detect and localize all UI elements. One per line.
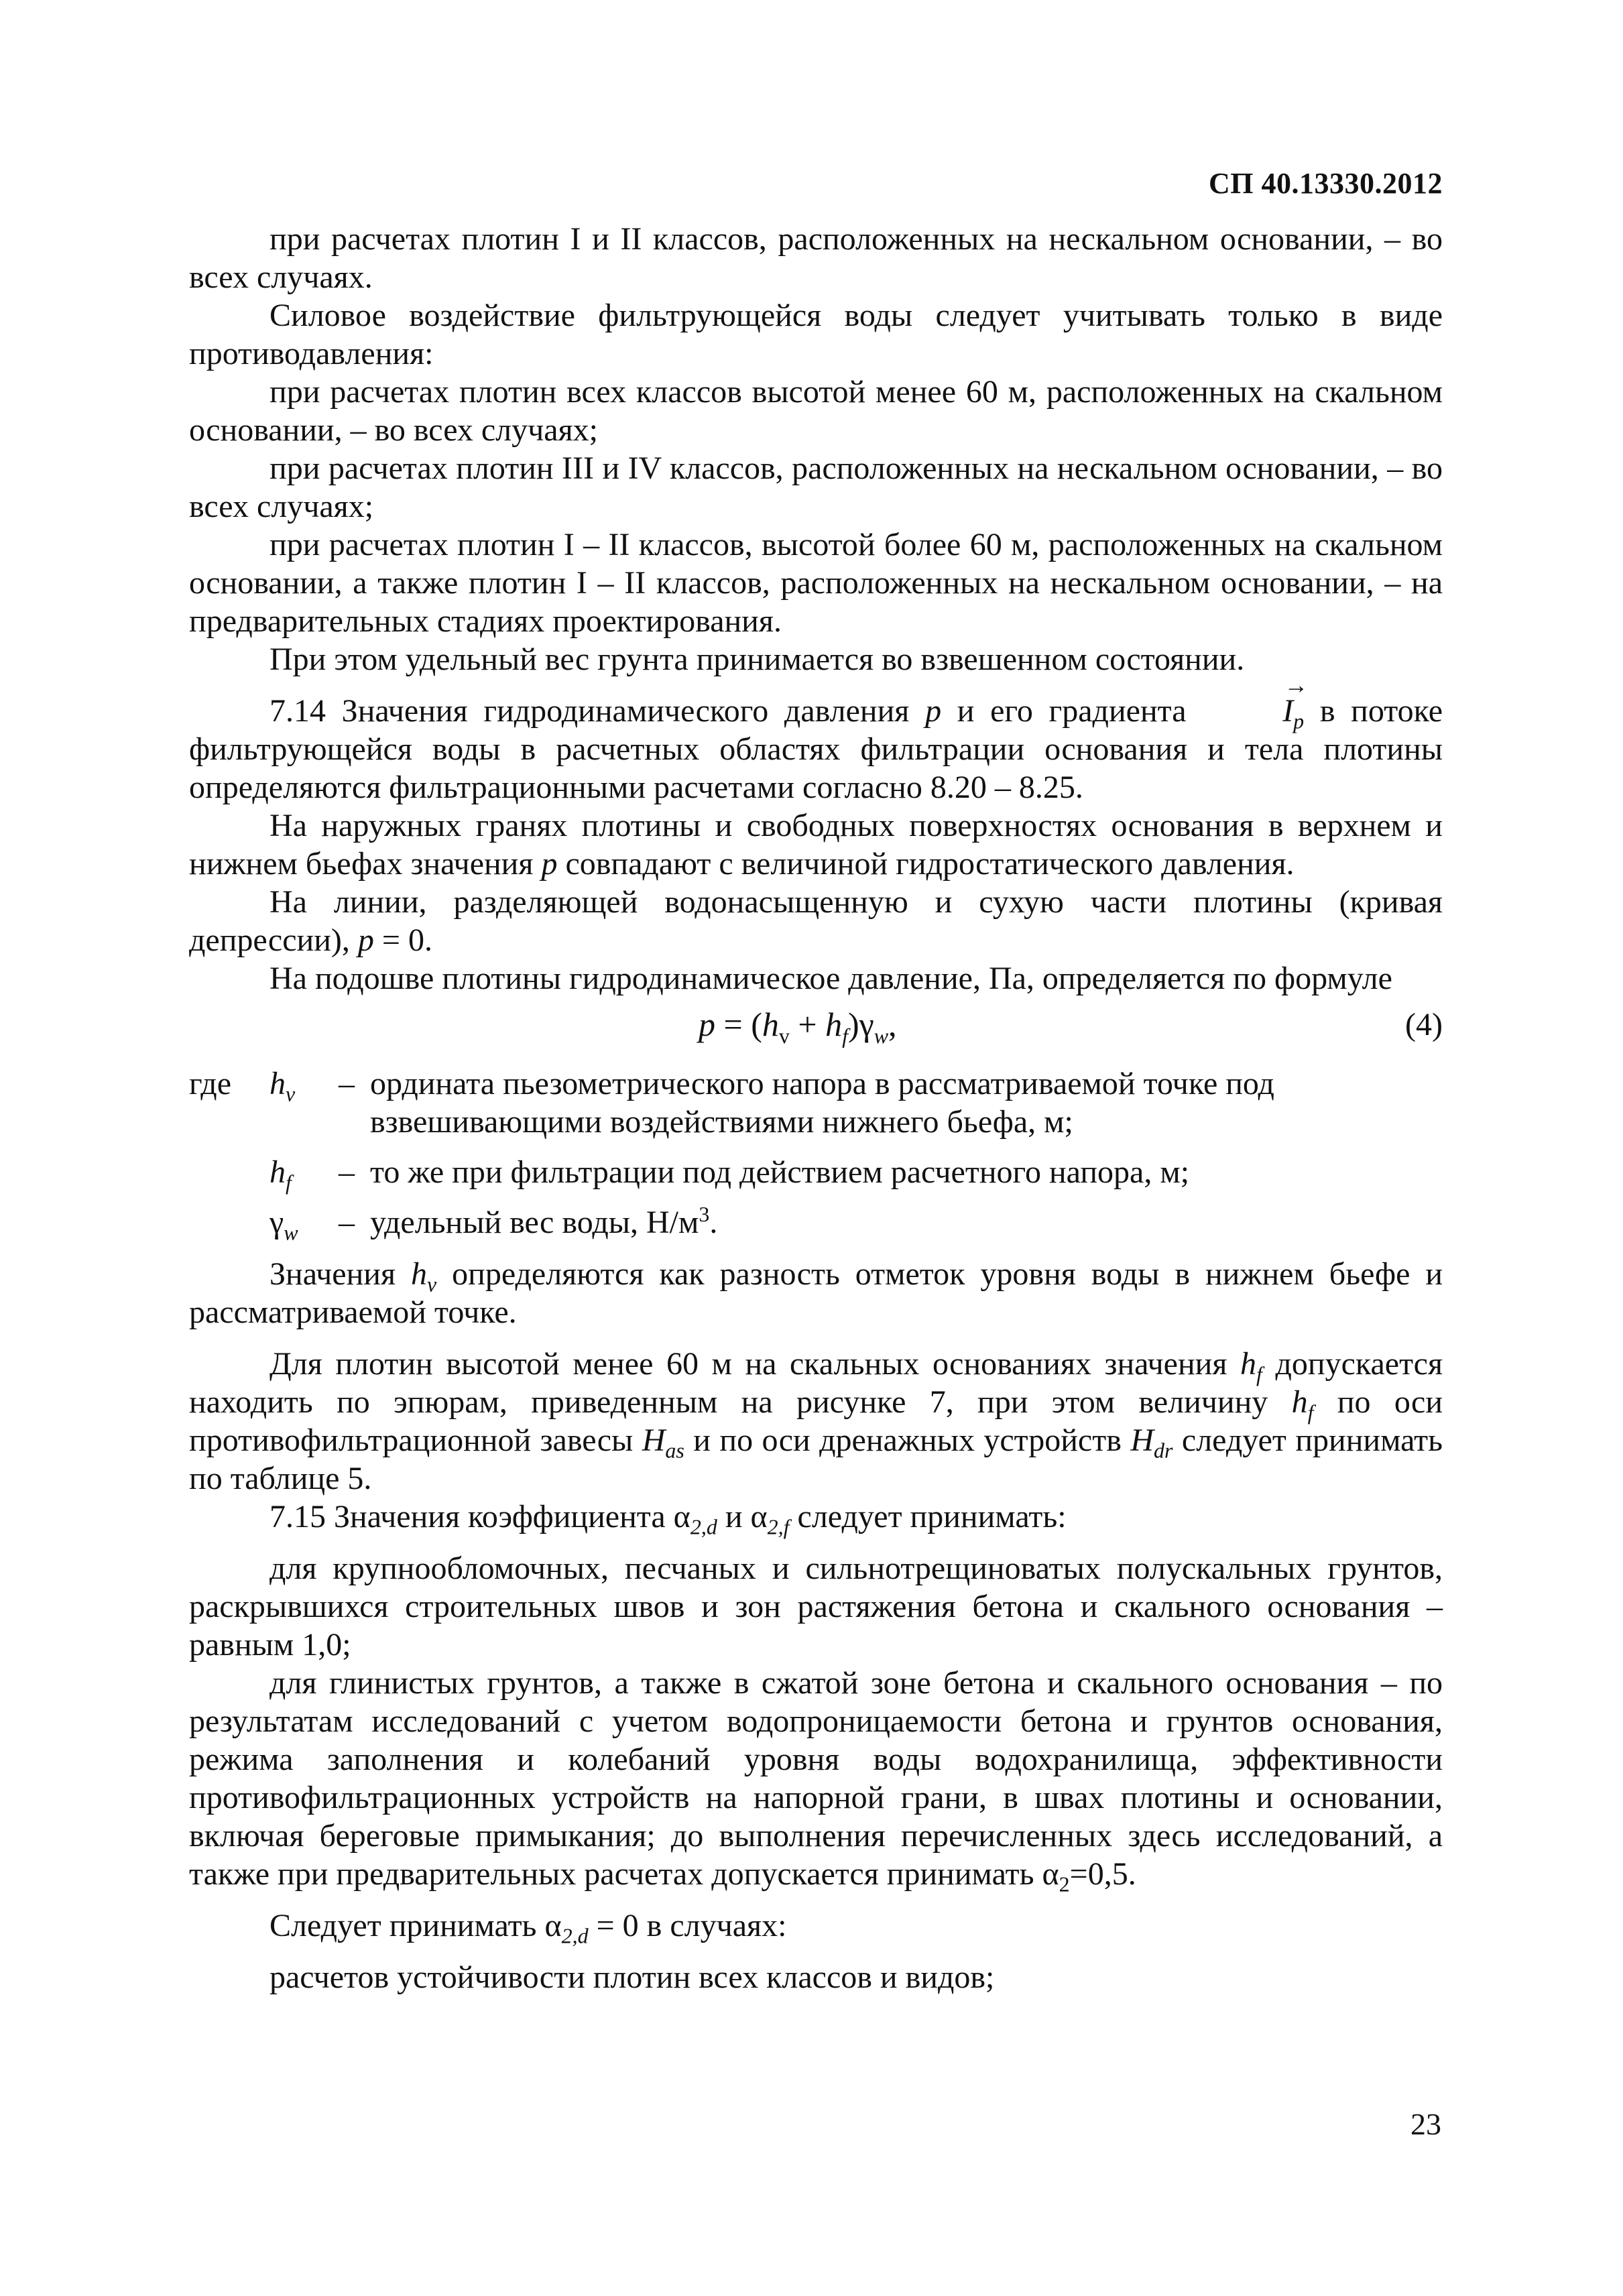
paragraph: Силовое воздействие фильтрующейся воды следует учитывать только в виде противодавления: — [189, 298, 1443, 371]
paragraph-7-15: 7.15 Значения коэффициента $\alpha_{2,d}$ и $\alpha_{2,f}$ следует принимать: — [269, 1499, 1067, 1539]
paragraph-faces: На наружных гранях плотины и свободных поверхностях основания в верхнем и нижнем бьефах значения p совпадают с величиной гидростатического давления. — [189, 808, 1443, 882]
paragraph-clay: для глинистых грунтов, а также в сжатой зоне бетона и скального основания – по результатам исследований с учетом водопроницаемости бетона и грунтов основания, режима заполнения и колебаний уровня воды водохранилища, эффективности противофильтрационных устройств на напорной грани, в швах плотины и основании, включая береговые примыкания; до выполнения перечисленных здесь исследований, а также при предварительных расчетах допускается принимать $\alpha_2=0,5$. — [189, 1665, 1443, 1896]
where-item: $\gamma_w$ – удельный вес воды, $Н/м^3$. — [269, 1202, 718, 1245]
paragraph: при расчетах плотин I – II классов, высотой более 60 м, расположенных на скальном основании, а также плотин I – II классов, расположенных на нескальном основании, – на предварительных стадиях проектирования. — [189, 527, 1443, 639]
paragraph-hv: Значения $h_v$ определяются как разность отметок уровня воды в нижнем бьефе и рассматриваемой точке. — [189, 1256, 1443, 1330]
where-item: $h_f$ – то же при фильтрации под действием расчетного напора, м; — [269, 1154, 1190, 1195]
gradient-symbol: I → — [1282, 672, 1309, 729]
paragraph-7-14: 7.14 Значения гидродинамического давления p и его градиента I → $_p$ в потоке фильтрующейся воды в расчетных областях фильтрации основания и тела плотины определяются фильтрационными расчетами согласно 8.20 – 8.25. — [189, 672, 1443, 805]
paragraph-depression-line: На линии, разделяющей водонасыщенную и сухую части плотины (кривая депрессии), p = 0. — [189, 884, 1443, 958]
page-number: 23 — [1410, 2107, 1441, 2141]
paragraph: при расчетах плотин I и II классов, расположенных на нескальном основании, – во всех случаях. — [189, 221, 1443, 295]
formula-number: (4) — [1405, 1007, 1443, 1042]
paragraph: для крупнообломочных, песчаных и сильнотрещиноватых полускальных грунтов, раскрывшихся строительных швов и зон растяжения бетона и скального основания – равным 1,0; — [189, 1551, 1443, 1663]
paragraph: При этом удельный вес грунта принимается во взвешенном состоянии. — [269, 642, 1245, 677]
paragraph: расчетов устойчивости плотин всех классов и видов; — [269, 1959, 995, 1995]
formula-4 — [189, 1006, 1443, 1052]
paragraph: при расчетах плотин всех классов высотой менее 60 м, расположенных на скальном основании, – во всех случаях; — [189, 374, 1443, 448]
paragraph: при расчетах плотин III и IV классов, расположенных на нескальном основании, – во всех случаях; — [189, 450, 1443, 524]
document-code: СП 40.13330.2012 — [1209, 167, 1443, 200]
paragraph-zero: Следует принимать $\alpha_{2,d} = 0$ в случаях: — [269, 1908, 787, 1948]
where-item: где $h_v$ – ордината пьезометрического напора в рассматриваемой точке под взвешивающими воздействиями нижнего бьефа, м; — [189, 1066, 1274, 1140]
paragraph-hf: Для плотин высотой менее 60 м на скальных основаниях значения $h_f$ допускается находить по эпюрам, приведенным на рисунке 7, при этом величину $h_f$ по оси противофильтрационной завесы $H_{as}$ и по оси дренажных устройств $H_{dr}$ следует принимать по таблице 5. — [189, 1346, 1443, 1496]
formula-expression: $p = (h_v + h_f)\gamma_w$, — [699, 1006, 897, 1048]
where-list — [189, 1065, 1443, 1245]
document-body — [189, 220, 1443, 1996]
paragraph-sole: На подошве плотины гидродинамическое давление, Па, определяется по формуле — [269, 961, 1392, 996]
